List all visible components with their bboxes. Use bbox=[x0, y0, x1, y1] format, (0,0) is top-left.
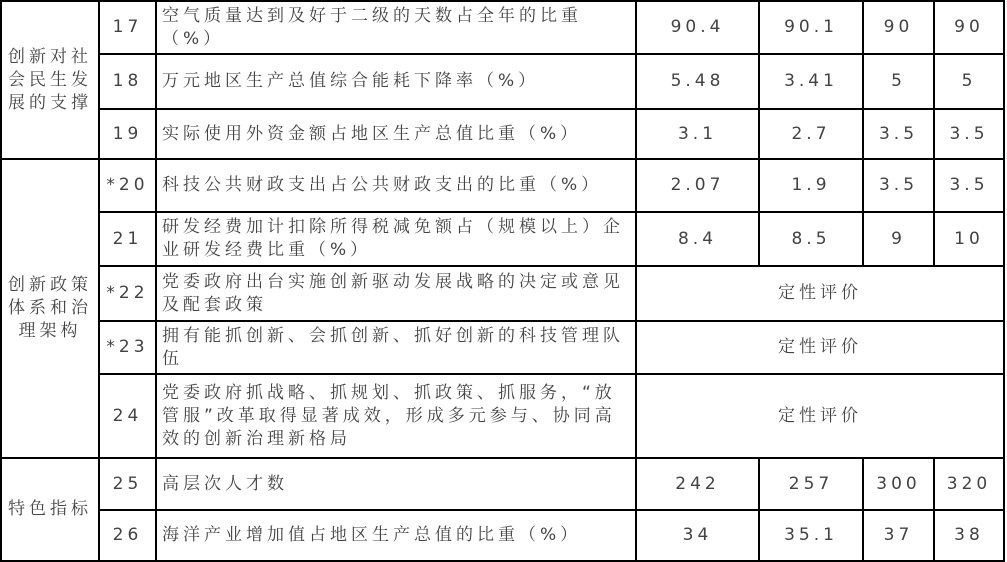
value-cell: 3.5 bbox=[934, 109, 1004, 159]
table-row bbox=[1, 510, 1004, 561]
value-cell: 3.5 bbox=[863, 109, 934, 159]
value-cell: 90 bbox=[934, 1, 1004, 54]
indicator-cell: 海洋产业增加值占地区生产总值的比重（%） bbox=[156, 510, 636, 561]
index-cell: *23 bbox=[99, 321, 156, 374]
indicator-cell: 空气质量达到及好于二级的天数占全年的比重（%） bbox=[156, 1, 636, 54]
value-cell: 90 bbox=[863, 1, 934, 54]
category-cell: 创新对社会民生发展的支撑 bbox=[1, 1, 99, 159]
table-row bbox=[1, 374, 1004, 458]
value-cell: 3.5 bbox=[863, 159, 934, 212]
value-cell: 9 bbox=[863, 212, 934, 266]
index-cell: 26 bbox=[99, 510, 156, 561]
index-cell: *22 bbox=[99, 266, 156, 321]
value-cell: 1.9 bbox=[759, 159, 863, 212]
index-cell: 21 bbox=[99, 212, 156, 266]
value-cell: 3.5 bbox=[934, 159, 1004, 212]
value-cell: 90.1 bbox=[759, 1, 863, 54]
qualitative-cell: 定性评价 bbox=[636, 321, 1004, 374]
value-cell: 5 bbox=[934, 54, 1004, 109]
value-cell: 3.41 bbox=[759, 54, 863, 109]
table-row bbox=[1, 109, 1004, 159]
value-cell: 35.1 bbox=[759, 510, 863, 561]
value-cell: 8.4 bbox=[636, 212, 759, 266]
value-cell: 257 bbox=[759, 458, 863, 510]
category-cell: 特色指标 bbox=[1, 458, 99, 561]
index-cell: 24 bbox=[99, 374, 156, 458]
qualitative-cell: 定性评价 bbox=[636, 374, 1004, 458]
index-cell: 18 bbox=[99, 54, 156, 109]
value-cell: 8.5 bbox=[759, 212, 863, 266]
index-cell: 17 bbox=[99, 1, 156, 54]
table-row bbox=[1, 266, 1004, 321]
indicator-cell: 党委政府抓战略、抓规划、抓政策、抓服务，“放管服”改革取得显著成效，形成多元参与、协同高效的创新治理新格局 bbox=[156, 374, 636, 458]
value-cell: 2.07 bbox=[636, 159, 759, 212]
indicator-cell: 党委政府出台实施创新驱动发展战略的决定或意见及配套政策 bbox=[156, 266, 636, 321]
value-cell: 10 bbox=[934, 212, 1004, 266]
table-row bbox=[1, 1, 1004, 54]
indicator-cell: 高层次人才数 bbox=[156, 458, 636, 510]
value-cell: 320 bbox=[934, 458, 1004, 510]
indicator-cell: 拥有能抓创新、会抓创新、抓好创新的科技管理队伍 bbox=[156, 321, 636, 374]
index-cell: *20 bbox=[99, 159, 156, 212]
value-cell: 5.48 bbox=[636, 54, 759, 109]
index-cell: 25 bbox=[99, 458, 156, 510]
category-cell: 创新政策体系和治理架构 bbox=[1, 159, 99, 458]
table-row bbox=[1, 159, 1004, 212]
table-row bbox=[1, 458, 1004, 510]
index-cell: 19 bbox=[99, 109, 156, 159]
value-cell: 300 bbox=[863, 458, 934, 510]
value-cell: 90.4 bbox=[636, 1, 759, 54]
indicator-cell: 万元地区生产总值综合能耗下降率（%） bbox=[156, 54, 636, 109]
value-cell: 5 bbox=[863, 54, 934, 109]
indicator-cell: 科技公共财政支出占公共财政支出的比重（%） bbox=[156, 159, 636, 212]
qualitative-cell: 定性评价 bbox=[636, 266, 1004, 321]
value-cell: 3.1 bbox=[636, 109, 759, 159]
value-cell: 37 bbox=[863, 510, 934, 561]
value-cell: 34 bbox=[636, 510, 759, 561]
table-row bbox=[1, 54, 1004, 109]
value-cell: 242 bbox=[636, 458, 759, 510]
indicator-cell: 研发经费加计扣除所得税减免额占（规模以上）企业研发经费比重（%） bbox=[156, 212, 636, 266]
table-row bbox=[1, 212, 1004, 266]
value-cell: 38 bbox=[934, 510, 1004, 561]
indicator-cell: 实际使用外资金额占地区生产总值比重（%） bbox=[156, 109, 636, 159]
value-cell: 2.7 bbox=[759, 109, 863, 159]
table-row bbox=[1, 321, 1004, 374]
